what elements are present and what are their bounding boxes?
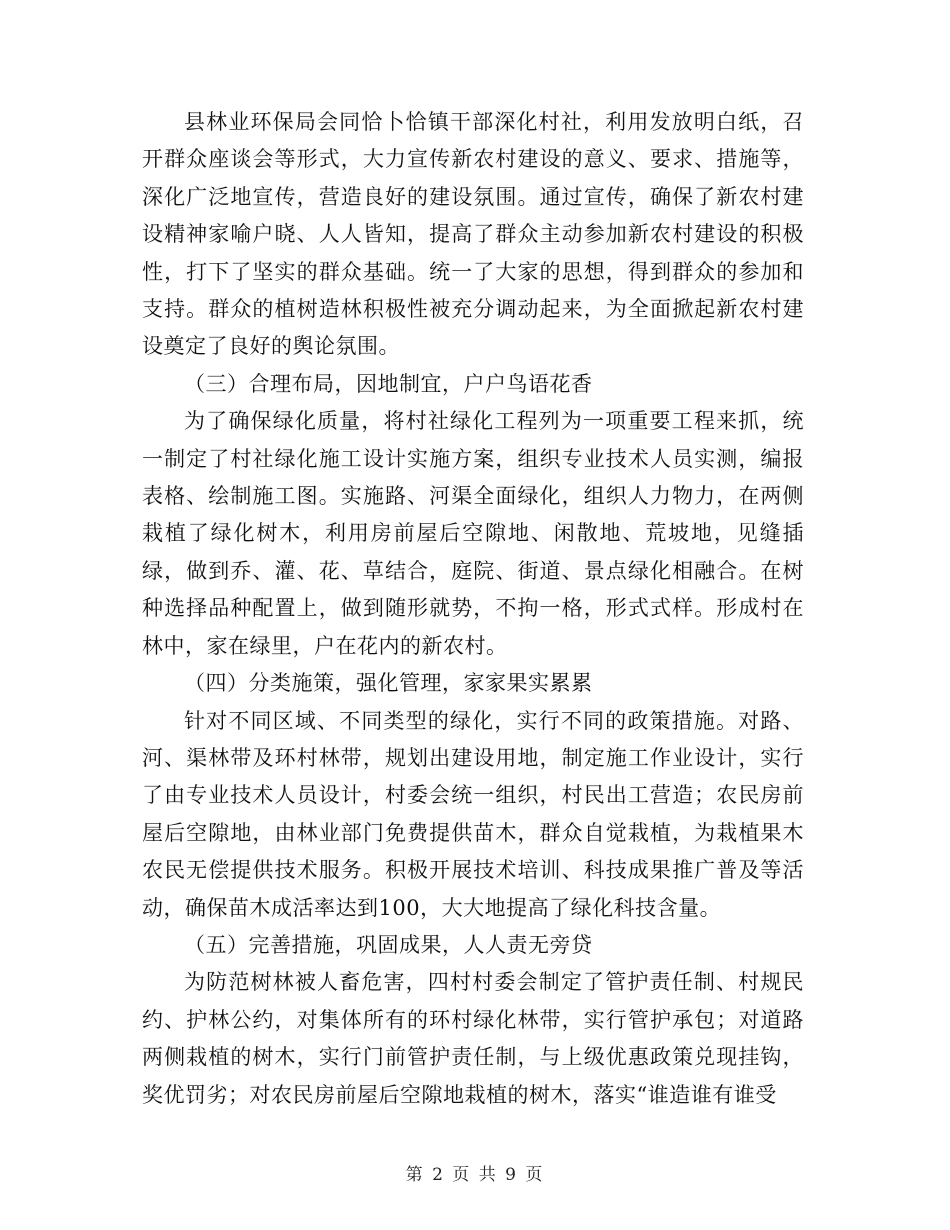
section-heading: （五）完善措施，巩固成果，人人责无旁贷 xyxy=(184,932,593,957)
paragraph: 为了确保绿化质量，将村社绿化工程列为一项重要工程来抓，统一制定了村社绿化施工设计实施方案，组织专业技术人员实测，编报表格、绘制施工图。实施路、河渠全面绿化，组织人力物力，在两侧栽植了绿化树木，利用房前屋后空隙地、闲散地、荒坡地，见缝插绿，做到乔、灌、花、草结合，庭院、街道、景点绿化相融合。在树种选择品种配置上，做到随形就势，不拘一格，形式式样。形成村在林中，家在绿里，户在花内的新农村。 xyxy=(142,409,804,658)
page-number-footer: 第 2 页 共 9 页 xyxy=(405,1165,545,1185)
document-body xyxy=(142,104,804,1114)
paragraph: 为防范树林被人畜危害，四村村委会制定了管护责任制、村规民约、护林公约，对集体所有的环村绿化林带，实行管护承包；对道路两侧栽植的树木，实行门前管护责任制，与上级优惠政策兑现挂钩，奖优罚劣；对农民房前屋后空隙地栽植的树木，落实“谁造谁有谁受 xyxy=(142,970,804,1107)
paragraph: 县林业环保局会同恰卜恰镇干部深化村社，利用发放明白纸，召开群众座谈会等形式，大力宣传新农村建设的意义、要求、措施等，深化广泛地宣传，营造良好的建设氛围。通过宣传，确保了新农村建设精神家喻户晓、人人皆知，提高了群众主动参加新农村建设的积极性，打下了坚实的群众基础。统一了大家的思想，得到群众的参加和支持。群众的植树造林积极性被充分调动起来，为全面掀起新农村建设奠定了良好的舆论氛围。 xyxy=(142,110,804,359)
paragraph: 针对不同区域、不同类型的绿化，实行不同的政策措施。对路、河、渠林带及环村林带，规划出建设用地，制定施工作业设计，实行了由专业技术人员设计，村委会统一组织，村民出工营造；农民房前屋后空隙地，由林业部门免费提供苗木，群众自觉栽植，为栽植果木农民无偿提供技术服务。积极开展技术培训、科技成果推广普及等活动，确保苗木成活率达到100，大大地提高了绿化科技含量。 xyxy=(142,708,804,920)
section-heading: （三）合理布局，因地制宜，户户鸟语花香 xyxy=(184,371,593,396)
section-heading: （四）分类施策，强化管理，家家果实累累 xyxy=(184,671,593,696)
